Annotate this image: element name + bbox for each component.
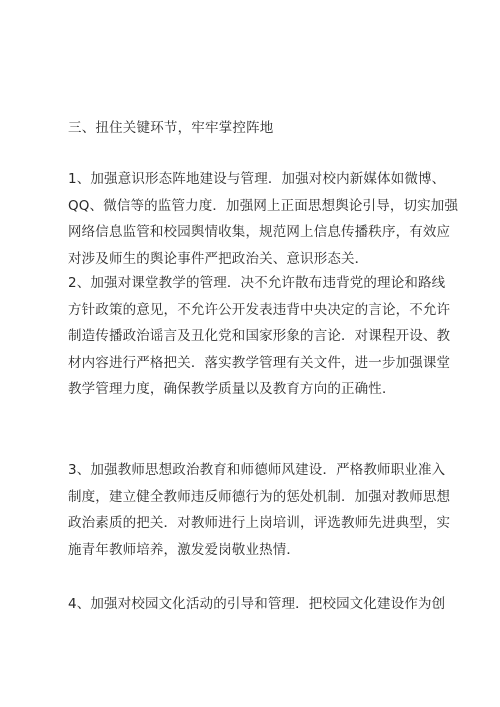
paragraph-line: QQ、微信等的监管力度．加强网上正面思想舆论引导，切实加强 bbox=[68, 197, 459, 214]
paragraph-2 bbox=[68, 270, 451, 403]
paragraph-line: 4、加强对校园文化活动的引导和管理．把校园文化建设作为创 bbox=[68, 596, 446, 612]
paragraph-line: 教学管理力度，确保教学质量以及教育方向的正确性． bbox=[68, 381, 396, 397]
paragraph-line: 2、加强对课堂教学的管理．决不允许散布违背党的理论和路线 bbox=[68, 275, 446, 291]
paragraph-line: 材内容进行严格把关．落实教学管理有关文件，进一步加强课堂 bbox=[68, 354, 451, 371]
paragraph-line: 政治素质的把关．对教师进行上岗培训，评选教师先进典型，实 bbox=[68, 515, 451, 531]
paragraph-line: 施青年教师培养，激发爱岗敬业热情． bbox=[68, 541, 301, 558]
paragraph-3 bbox=[68, 457, 451, 563]
paragraph-1 bbox=[68, 166, 459, 272]
paragraph-line: 制造传播政治谣言及丑化党和国家形象的言论．对课程开设、教 bbox=[68, 328, 451, 344]
section-heading: 三、扭住关键环节，牢牢掌控阵地 bbox=[68, 120, 274, 136]
paragraph-line: 1、加强意识形态阵地建设与管理．加强对校内新媒体如微博、 bbox=[68, 171, 446, 187]
paragraph-line: 对涉及师生的舆论事件严把政治关、意识形态关． bbox=[68, 250, 369, 267]
paragraph-4 bbox=[68, 591, 446, 618]
paragraph-line: 制度，建立健全教师违反师德行为的惩处机制．加强对教师思想 bbox=[68, 488, 451, 505]
paragraph-line: 网络信息监管和校园舆情收集，规范网上信息传播秩序，有效应 bbox=[68, 224, 451, 240]
paragraph-line: 3、加强教师思想政治教育和师德师风建设．严格教师职业准入 bbox=[68, 462, 446, 478]
paragraph-line: 方针政策的意见，不允许公开发表违背中央决定的言论，不允许 bbox=[68, 301, 451, 318]
